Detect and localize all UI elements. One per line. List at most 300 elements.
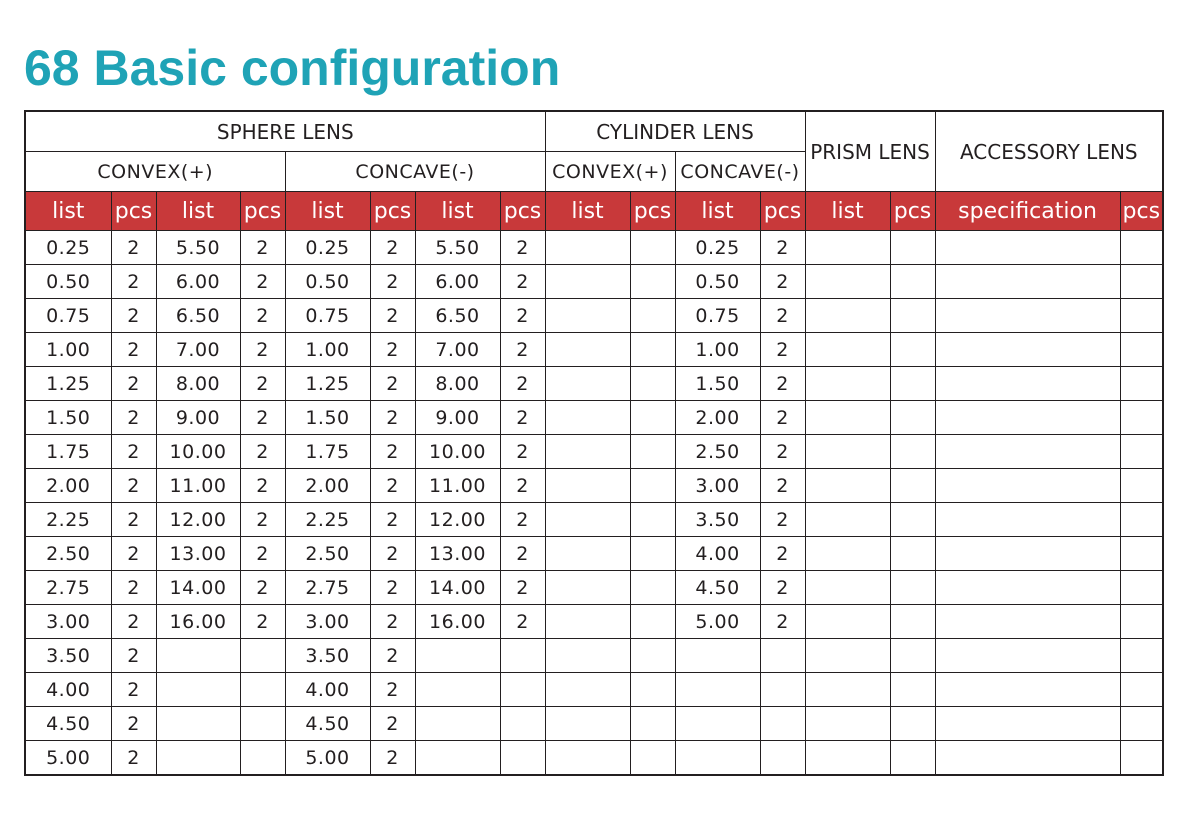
- table-cell: [500, 673, 545, 707]
- table-cell: 2: [370, 503, 415, 537]
- table-cell: 2: [111, 333, 156, 367]
- table-cell: [890, 435, 935, 469]
- table-cell: 2: [500, 401, 545, 435]
- table-cell: [890, 503, 935, 537]
- table-cell: [805, 673, 890, 707]
- table-cell: [935, 707, 1120, 741]
- table-cell: 2.25: [285, 503, 370, 537]
- table-cell: [1120, 231, 1163, 265]
- table-cell: [935, 469, 1120, 503]
- table-cell: 2: [370, 333, 415, 367]
- table-cell: 2: [370, 231, 415, 265]
- table-cell: 2: [500, 299, 545, 333]
- table-cell: [805, 571, 890, 605]
- column-header-list: list: [415, 192, 500, 231]
- lens-configuration-table: [24, 110, 1164, 776]
- table-cell: 2: [760, 333, 805, 367]
- table-row: [25, 401, 1163, 435]
- table-cell: [935, 639, 1120, 673]
- table-cell: 2: [500, 503, 545, 537]
- table-cell: [1120, 741, 1163, 776]
- table-cell: 2: [111, 469, 156, 503]
- table-cell: 2: [370, 571, 415, 605]
- table-cell: [545, 401, 630, 435]
- table-cell: [760, 639, 805, 673]
- table-cell: 3.50: [675, 503, 760, 537]
- prism-lens-header: PRISM LENS: [805, 111, 935, 192]
- table-cell: [545, 367, 630, 401]
- table-cell: 1.25: [25, 367, 111, 401]
- table-cell: [630, 571, 675, 605]
- table-cell: 2: [240, 605, 285, 639]
- table-cell: [675, 707, 760, 741]
- table-cell: 1.75: [25, 435, 111, 469]
- table-cell: [805, 401, 890, 435]
- table-cell: 3.50: [285, 639, 370, 673]
- table-cell: 1.50: [675, 367, 760, 401]
- table-cell: [545, 333, 630, 367]
- table-cell: 2.00: [285, 469, 370, 503]
- table-cell: 2.50: [25, 537, 111, 571]
- table-cell: [805, 639, 890, 673]
- table-cell: 7.00: [415, 333, 500, 367]
- table-cell: [1120, 469, 1163, 503]
- table-cell: 16.00: [156, 605, 240, 639]
- table-cell: [630, 707, 675, 741]
- table-cell: 2: [240, 265, 285, 299]
- table-cell: 2: [370, 707, 415, 741]
- table-cell: 11.00: [156, 469, 240, 503]
- table-cell: [935, 435, 1120, 469]
- table-cell: [545, 503, 630, 537]
- table-cell: 2: [240, 571, 285, 605]
- table-cell: 2.25: [25, 503, 111, 537]
- table-row: [25, 673, 1163, 707]
- table-cell: [935, 231, 1120, 265]
- sphere-concave-header: CONCAVE(-): [285, 152, 545, 192]
- table-cell: [1120, 673, 1163, 707]
- table-cell: [890, 265, 935, 299]
- table-cell: 2: [370, 299, 415, 333]
- table-cell: 2: [370, 741, 415, 776]
- table-cell: [935, 333, 1120, 367]
- column-header-specification: specification: [935, 192, 1120, 231]
- table-cell: 2: [370, 401, 415, 435]
- table-cell: [545, 571, 630, 605]
- table-cell: 10.00: [156, 435, 240, 469]
- table-cell: 2: [111, 231, 156, 265]
- table-cell: [630, 367, 675, 401]
- table-cell: 9.00: [415, 401, 500, 435]
- table-cell: 2: [111, 265, 156, 299]
- table-cell: 2: [760, 435, 805, 469]
- column-header-pcs: pcs: [111, 192, 156, 231]
- table-cell: 2.75: [25, 571, 111, 605]
- table-cell: [1120, 707, 1163, 741]
- table-cell: 1.00: [285, 333, 370, 367]
- table-cell: 6.00: [415, 265, 500, 299]
- table-cell: [415, 639, 500, 673]
- table-cell: [760, 707, 805, 741]
- table-cell: 0.25: [285, 231, 370, 265]
- table-cell: [935, 503, 1120, 537]
- sphere-lens-header: SPHERE LENS: [25, 111, 545, 152]
- table-cell: 2: [111, 707, 156, 741]
- table-row: [25, 299, 1163, 333]
- table-cell: 0.75: [285, 299, 370, 333]
- table-cell: 2: [500, 537, 545, 571]
- table-cell: [890, 401, 935, 435]
- table-row: [25, 639, 1163, 673]
- column-header-pcs: pcs: [240, 192, 285, 231]
- table-cell: [805, 265, 890, 299]
- column-header-pcs: pcs: [760, 192, 805, 231]
- table-cell: [805, 231, 890, 265]
- table-cell: 2: [760, 537, 805, 571]
- table-cell: 10.00: [415, 435, 500, 469]
- table-cell: [805, 741, 890, 776]
- column-header-list: list: [675, 192, 760, 231]
- table-cell: 0.75: [675, 299, 760, 333]
- table-cell: [500, 639, 545, 673]
- table-cell: 2: [500, 469, 545, 503]
- column-header-pcs: pcs: [1120, 192, 1163, 231]
- table-cell: [415, 741, 500, 776]
- table-cell: [545, 231, 630, 265]
- table-cell: [630, 469, 675, 503]
- table-cell: [630, 333, 675, 367]
- table-cell: [545, 537, 630, 571]
- table-cell: [240, 673, 285, 707]
- table-cell: [890, 571, 935, 605]
- table-cell: 5.00: [25, 741, 111, 776]
- cylinder-convex-header: CONVEX(+): [545, 152, 675, 192]
- table-cell: [1120, 435, 1163, 469]
- table-cell: [1120, 571, 1163, 605]
- table-cell: 2: [370, 469, 415, 503]
- table-cell: [630, 537, 675, 571]
- table-cell: 2: [240, 537, 285, 571]
- table-cell: 2: [760, 401, 805, 435]
- table-cell: [890, 741, 935, 776]
- accessory-lens-header: ACCESSORY LENS: [935, 111, 1163, 192]
- table-cell: [935, 605, 1120, 639]
- table-cell: [156, 639, 240, 673]
- table-cell: 1.00: [25, 333, 111, 367]
- table-cell: 14.00: [415, 571, 500, 605]
- table-cell: 4.00: [675, 537, 760, 571]
- table-cell: 2: [111, 367, 156, 401]
- table-cell: [1120, 367, 1163, 401]
- table-cell: [630, 231, 675, 265]
- table-cell: 2: [111, 605, 156, 639]
- table-cell: [805, 299, 890, 333]
- table-cell: 2: [760, 571, 805, 605]
- table-cell: [675, 639, 760, 673]
- table-cell: [240, 707, 285, 741]
- table-cell: [1120, 333, 1163, 367]
- table-cell: [935, 673, 1120, 707]
- table-cell: 2: [240, 435, 285, 469]
- table-cell: 2: [240, 401, 285, 435]
- table-cell: 2: [500, 333, 545, 367]
- table-cell: 4.50: [25, 707, 111, 741]
- table-cell: 2: [111, 435, 156, 469]
- table-row: [25, 741, 1163, 776]
- table-cell: [1120, 265, 1163, 299]
- table-cell: 2: [760, 469, 805, 503]
- table-cell: [805, 605, 890, 639]
- table-cell: 5.50: [156, 231, 240, 265]
- table-cell: [935, 367, 1120, 401]
- table-cell: 2: [370, 639, 415, 673]
- column-header-pcs: pcs: [370, 192, 415, 231]
- table-cell: 8.00: [415, 367, 500, 401]
- table-cell: 9.00: [156, 401, 240, 435]
- table-cell: 14.00: [156, 571, 240, 605]
- table-cell: [890, 333, 935, 367]
- table-cell: 2: [760, 503, 805, 537]
- table-row: [25, 469, 1163, 503]
- table-cell: [890, 707, 935, 741]
- table-cell: [890, 367, 935, 401]
- table-cell: [1120, 605, 1163, 639]
- table-cell: [890, 537, 935, 571]
- table-cell: 0.50: [25, 265, 111, 299]
- column-header-list: list: [285, 192, 370, 231]
- table-cell: 2: [370, 435, 415, 469]
- table-cell: [630, 265, 675, 299]
- table-cell: 3.00: [25, 605, 111, 639]
- table-cell: [500, 741, 545, 776]
- table-cell: [805, 503, 890, 537]
- table-row: [25, 571, 1163, 605]
- table-cell: [630, 299, 675, 333]
- page-title: 68 Basic configuration: [24, 40, 561, 96]
- table-cell: [890, 605, 935, 639]
- table-row: [25, 333, 1163, 367]
- table-cell: [805, 469, 890, 503]
- table-cell: [890, 639, 935, 673]
- table-cell: 1.50: [25, 401, 111, 435]
- table-cell: [156, 673, 240, 707]
- table-row: [25, 503, 1163, 537]
- sphere-convex-header: CONVEX(+): [25, 152, 285, 192]
- table-cell: 11.00: [415, 469, 500, 503]
- table-cell: 5.00: [675, 605, 760, 639]
- table-cell: [805, 435, 890, 469]
- table-cell: 5.00: [285, 741, 370, 776]
- table-cell: [545, 299, 630, 333]
- table-cell: [760, 741, 805, 776]
- table-cell: 2: [111, 639, 156, 673]
- table-cell: [935, 401, 1120, 435]
- table-cell: 3.50: [25, 639, 111, 673]
- column-header-list: list: [156, 192, 240, 231]
- cylinder-lens-header: CYLINDER LENS: [545, 111, 805, 152]
- table-cell: 2: [240, 299, 285, 333]
- table-cell: [1120, 401, 1163, 435]
- table-cell: 2: [240, 333, 285, 367]
- table-cell: 16.00: [415, 605, 500, 639]
- table-cell: 2.75: [285, 571, 370, 605]
- table-cell: 2.50: [675, 435, 760, 469]
- table-cell: [1120, 299, 1163, 333]
- table-cell: 2: [500, 605, 545, 639]
- column-header-pcs: pcs: [630, 192, 675, 231]
- table-cell: 7.00: [156, 333, 240, 367]
- table-row: [25, 265, 1163, 299]
- table-cell: 2.50: [285, 537, 370, 571]
- table-cell: 1.75: [285, 435, 370, 469]
- table-cell: [545, 741, 630, 776]
- table-cell: [630, 605, 675, 639]
- table-cell: 2: [111, 741, 156, 776]
- table-cell: [760, 673, 805, 707]
- table-cell: [890, 469, 935, 503]
- table-cell: [240, 741, 285, 776]
- column-header-pcs: pcs: [500, 192, 545, 231]
- table-cell: 13.00: [415, 537, 500, 571]
- table-cell: [890, 299, 935, 333]
- table-cell: 8.00: [156, 367, 240, 401]
- column-header-list: list: [25, 192, 111, 231]
- table-cell: [630, 741, 675, 776]
- table-cell: [630, 673, 675, 707]
- table-cell: 2.00: [675, 401, 760, 435]
- table-cell: 3.00: [285, 605, 370, 639]
- table-cell: [156, 707, 240, 741]
- table-cell: 0.50: [675, 265, 760, 299]
- table-cell: [935, 299, 1120, 333]
- table-cell: [545, 469, 630, 503]
- table-body: [25, 231, 1163, 776]
- table-cell: [545, 605, 630, 639]
- table-cell: 2: [370, 367, 415, 401]
- table-cell: 1.00: [675, 333, 760, 367]
- table-cell: 0.50: [285, 265, 370, 299]
- table-cell: 5.50: [415, 231, 500, 265]
- table-cell: [1120, 639, 1163, 673]
- table-cell: [890, 673, 935, 707]
- table-cell: 2: [370, 537, 415, 571]
- table-cell: [415, 673, 500, 707]
- table-cell: 6.00: [156, 265, 240, 299]
- table-cell: [630, 401, 675, 435]
- table-cell: [1120, 503, 1163, 537]
- table-cell: 4.00: [25, 673, 111, 707]
- table-cell: [935, 537, 1120, 571]
- table-cell: 2: [370, 265, 415, 299]
- table-cell: 4.50: [675, 571, 760, 605]
- table-cell: 2: [240, 231, 285, 265]
- table-cell: 2: [500, 231, 545, 265]
- table-row: [25, 367, 1163, 401]
- table-cell: 2: [370, 673, 415, 707]
- table-cell: [675, 741, 760, 776]
- table-cell: [935, 571, 1120, 605]
- table-cell: 2: [500, 571, 545, 605]
- table-cell: 12.00: [156, 503, 240, 537]
- table-cell: 2: [240, 469, 285, 503]
- table-cell: [545, 265, 630, 299]
- table-cell: [805, 333, 890, 367]
- table-row: [25, 605, 1163, 639]
- table-cell: 2: [111, 299, 156, 333]
- table-cell: 2: [500, 265, 545, 299]
- table-cell: 2: [111, 571, 156, 605]
- table-cell: [805, 537, 890, 571]
- table-cell: 2: [240, 503, 285, 537]
- column-header-pcs: pcs: [890, 192, 935, 231]
- table-cell: [890, 231, 935, 265]
- table-cell: 2: [370, 605, 415, 639]
- table-cell: 0.25: [25, 231, 111, 265]
- cylinder-concave-header: CONCAVE(-): [675, 152, 805, 192]
- table-cell: [935, 741, 1120, 776]
- table-cell: [675, 673, 760, 707]
- column-header-list: list: [805, 192, 890, 231]
- table-cell: [415, 707, 500, 741]
- table-row: [25, 707, 1163, 741]
- table-cell: 3.00: [675, 469, 760, 503]
- table-cell: 2: [500, 367, 545, 401]
- table-cell: [935, 265, 1120, 299]
- table-cell: 2: [111, 673, 156, 707]
- table-cell: 2.00: [25, 469, 111, 503]
- table-cell: 2: [760, 367, 805, 401]
- table-cell: [805, 367, 890, 401]
- table-cell: 2: [111, 537, 156, 571]
- table-cell: 2: [240, 367, 285, 401]
- table-cell: 6.50: [415, 299, 500, 333]
- table-cell: 2: [760, 605, 805, 639]
- table-cell: 12.00: [415, 503, 500, 537]
- table-cell: [156, 741, 240, 776]
- table-cell: [545, 435, 630, 469]
- table-cell: 1.25: [285, 367, 370, 401]
- table-cell: [545, 707, 630, 741]
- table-cell: 2: [760, 265, 805, 299]
- column-header-list: list: [545, 192, 630, 231]
- table-cell: [1120, 537, 1163, 571]
- column-header-row: [25, 192, 1163, 231]
- table-cell: 1.50: [285, 401, 370, 435]
- table-cell: 0.25: [675, 231, 760, 265]
- table-cell: [630, 639, 675, 673]
- table-cell: [630, 435, 675, 469]
- table-cell: 4.50: [285, 707, 370, 741]
- table-row: [25, 435, 1163, 469]
- table-cell: [500, 707, 545, 741]
- table-cell: 2: [500, 435, 545, 469]
- table-cell: [545, 673, 630, 707]
- table-cell: 2: [111, 503, 156, 537]
- table-cell: [805, 707, 890, 741]
- table-cell: 4.00: [285, 673, 370, 707]
- table-cell: 2: [111, 401, 156, 435]
- table-cell: 2: [760, 231, 805, 265]
- table-cell: 6.50: [156, 299, 240, 333]
- table-cell: [545, 639, 630, 673]
- table-cell: 0.75: [25, 299, 111, 333]
- table-cell: [630, 503, 675, 537]
- table-row: [25, 231, 1163, 265]
- table-cell: 13.00: [156, 537, 240, 571]
- table-cell: [240, 639, 285, 673]
- table-cell: 2: [760, 299, 805, 333]
- table-row: [25, 537, 1163, 571]
